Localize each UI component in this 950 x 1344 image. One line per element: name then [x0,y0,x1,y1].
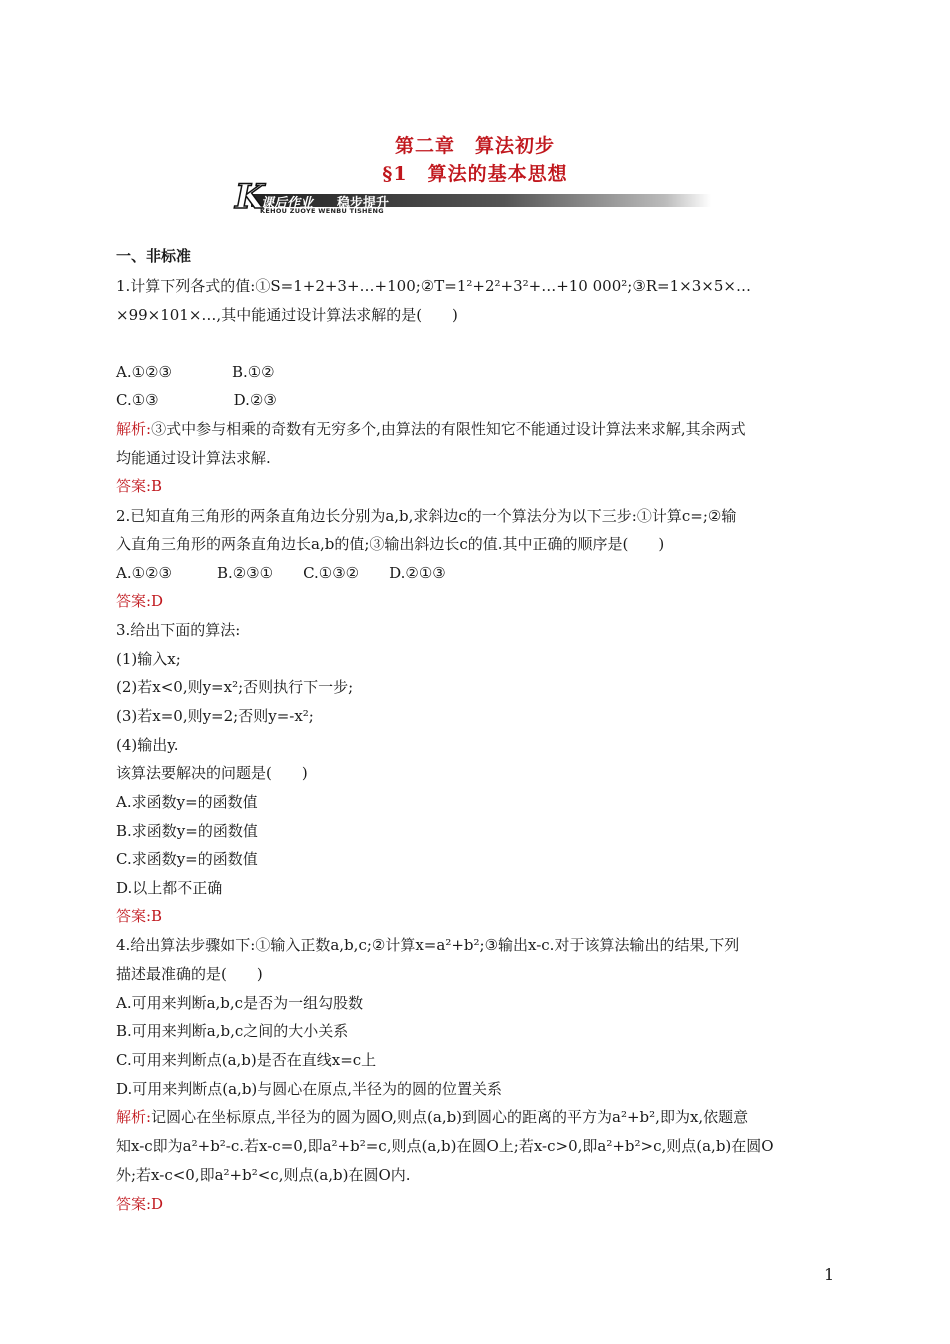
q1-options-cd: C.①③ D.②③ [116,391,277,409]
q2-stem-line-1: 2.已知直角三角形的两条直角边长分别为a,b,求斜边c的一个算法分为以下三步:①计算c=;②输 [116,507,737,525]
q4-analysis-line-2: 知x-c即为a²+b²-c.若x-c=0,即a²+b²=c,则点(a,b)在圆O上;若x-c>0,即a²+b²>c,则点(a,b)在圆O [116,1137,774,1155]
section-title: §1 算法的基本思想 [382,163,568,185]
q3-step-2: (2)若x<0,则y=x²;否则执行下一步; [116,678,354,696]
q1-options-ab: A.①②③ B.①② [116,363,275,381]
q1-answer: 答案:B [116,477,163,495]
banner-pinyin: KEHOU ZUOYE WENBU TISHENG [260,207,384,215]
q3-option-d: D.以上都不正确 [116,879,223,897]
q4-option-a: A.可用来判断a,b,c是否为一组勾股数 [116,994,364,1012]
q4-option-b: B.可用来判断a,b,c之间的大小关系 [116,1022,349,1040]
analysis-label: 解析: [116,1108,152,1126]
q4-stem-line-1: 4.给出算法步骤如下:①输入正数a,b,c;②计算x=a²+b²;③输出x-c.对于该算法输出的结果,下列 [116,936,740,954]
q4-stem-line-2: 描述最准确的是( ) [116,965,263,983]
banner-k-logo: K [235,177,265,217]
q3-step-4: (4)输出y. [116,736,179,754]
banner-label-sub: 稳步提升 [337,196,390,211]
q3-option-a: A.求函数y=的函数值 [116,793,258,811]
q2-answer: 答案:D [116,592,164,610]
q2-stem-line-2: 入直角三角形的两条直角边长a,b的值;③输出斜边长c的值.其中正确的顺序是( ) [116,535,665,553]
q3-answer: 答案:B [116,907,163,925]
q4-option-c: C.可用来判断点(a,b)是否在直线x=c上 [116,1051,377,1069]
q3-stem: 3.给出下面的算法: [116,621,241,639]
analysis-label: 解析: [116,420,152,438]
section-heading: 一、非标准 [116,247,192,265]
homework-banner [233,177,717,217]
q3-step-3: (3)若x=0,则y=2;否则y=-x²; [116,707,314,725]
page-number: 1 [824,1265,835,1284]
q4-option-d: D.可用来判断点(a,b)与圆心在原点,半径为的圆的位置关系 [116,1080,503,1098]
q3-step-1: (1)输入x; [116,650,181,668]
q4-analysis-line-3: 外;若x-c<0,即a²+b²<c,则点(a,b)在圆O内. [116,1166,411,1184]
q3-question: 该算法要解决的问题是( ) [116,764,308,782]
q1-stem-line-2: ×99×101×…,其中能通过设计算法求解的是( ) [116,306,458,324]
q2-options: A.①②③ B.②③① C.①③② D.②①③ [116,564,446,582]
q1-stem-line-1: 1.计算下列各式的值:①S=1+2+3+…+100;②T=1²+2²+3²+…+10 000²;③R=1×3×5×… [116,277,751,295]
q4-analysis-line-1: 解析:记圆心在坐标原点,半径为的圆为圆O,则点(a,b)到圆心的距离的平方为a²+b²,即为x,依题意 [116,1108,749,1126]
q1-analysis-line-2: 均能通过设计算法求解. [116,449,271,467]
q3-option-b: B.求函数y=的函数值 [116,822,258,840]
banner-label-main: 课后作业 [261,196,314,211]
chapter-title: 第二章 算法初步 [394,135,555,157]
q3-option-c: C.求函数y=的函数值 [116,850,258,868]
banner-bar [251,194,711,207]
q1-analysis-line-1: 解析:③式中参与相乘的奇数有无穷多个,由算法的有限性知它不能通过设计算法来求解,其余两式 [116,420,746,438]
q4-answer: 答案:D [116,1195,164,1213]
